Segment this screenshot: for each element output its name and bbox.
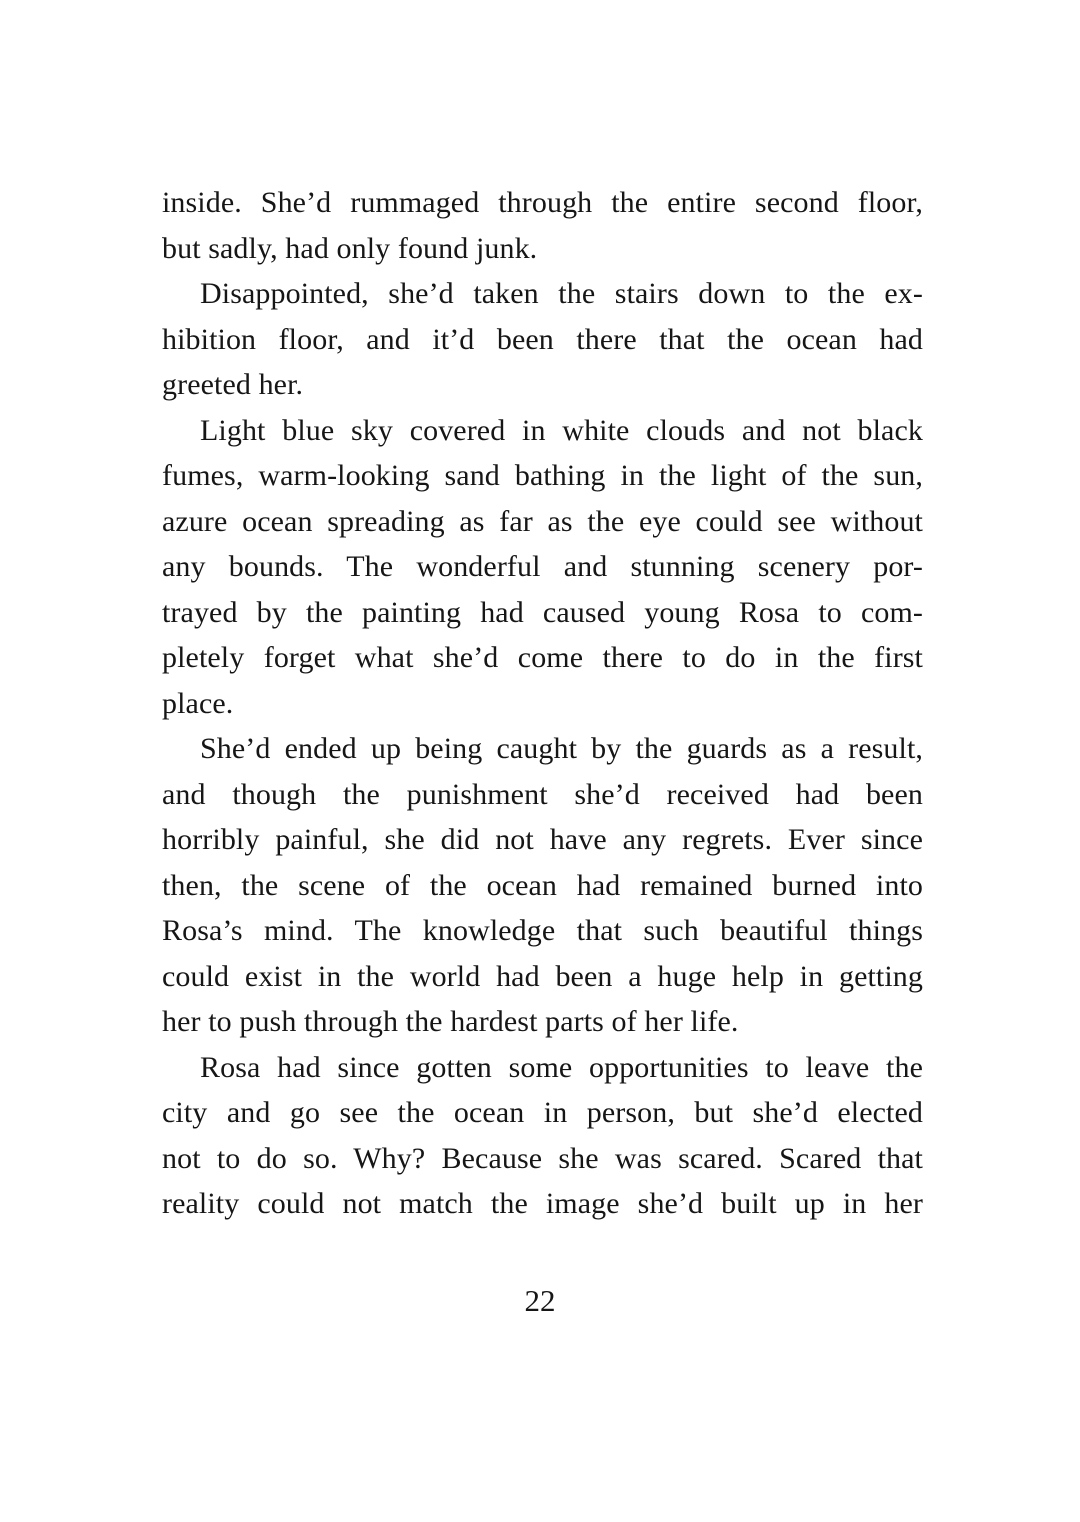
text-line: city and go see the ocean in person, but she’d elected	[162, 1096, 923, 1129]
body-text	[162, 180, 923, 1227]
text-line: Rosa had since gotten some opportunities to leave the	[200, 1050, 923, 1084]
paragraph	[162, 180, 923, 271]
text-line: Light blue sky covered in white clouds and not black	[200, 413, 923, 447]
paragraph	[162, 726, 923, 1045]
text-line: not to do so. Why? Because she was scared. Scared that	[162, 1141, 923, 1175]
text-line: greeted her.	[162, 368, 304, 401]
text-line: place.	[162, 686, 234, 720]
text-line: and though the punishment she’d received had been	[162, 777, 923, 811]
text-line: Disappointed, she’d taken the stairs down to the ex-	[200, 277, 923, 310]
text-line: pletely forget what she’d come there to do in the first	[162, 641, 923, 674]
text-line: then, the scene of the ocean had remained burned into	[162, 868, 923, 902]
text-line: She’d ended up being caught by the guards as a result,	[200, 732, 923, 765]
text-line: horribly painful, she did not have any regrets. Ever since	[162, 823, 923, 856]
paragraph	[162, 408, 923, 727]
text-line: azure ocean spreading as far as the eye could see without	[162, 504, 923, 538]
text-line: her to push through the hardest parts of her life.	[162, 1005, 739, 1038]
page-number: 22	[524, 1283, 556, 1318]
text-line: Rosa’s mind. The knowledge that such beautiful things	[162, 914, 923, 947]
text-line: trayed by the painting had caused young Rosa to com-	[162, 595, 923, 629]
text-line: reality could not match the image she’d built up in her	[162, 1187, 923, 1220]
paragraph	[162, 271, 923, 408]
text-line: could exist in the world had been a huge help in getting	[162, 959, 923, 993]
text-line: inside. She’d rummaged through the entire second floor,	[162, 186, 923, 219]
text-line: hibition floor, and it’d been there that the ocean had	[162, 322, 923, 356]
text-line: any bounds. The wonderful and stunning scenery por-	[162, 550, 923, 583]
paragraph	[162, 1045, 923, 1227]
text-line: but sadly, had only found junk.	[162, 231, 538, 265]
text-line: fumes, warm-looking sand bathing in the light of the sun,	[162, 459, 923, 492]
